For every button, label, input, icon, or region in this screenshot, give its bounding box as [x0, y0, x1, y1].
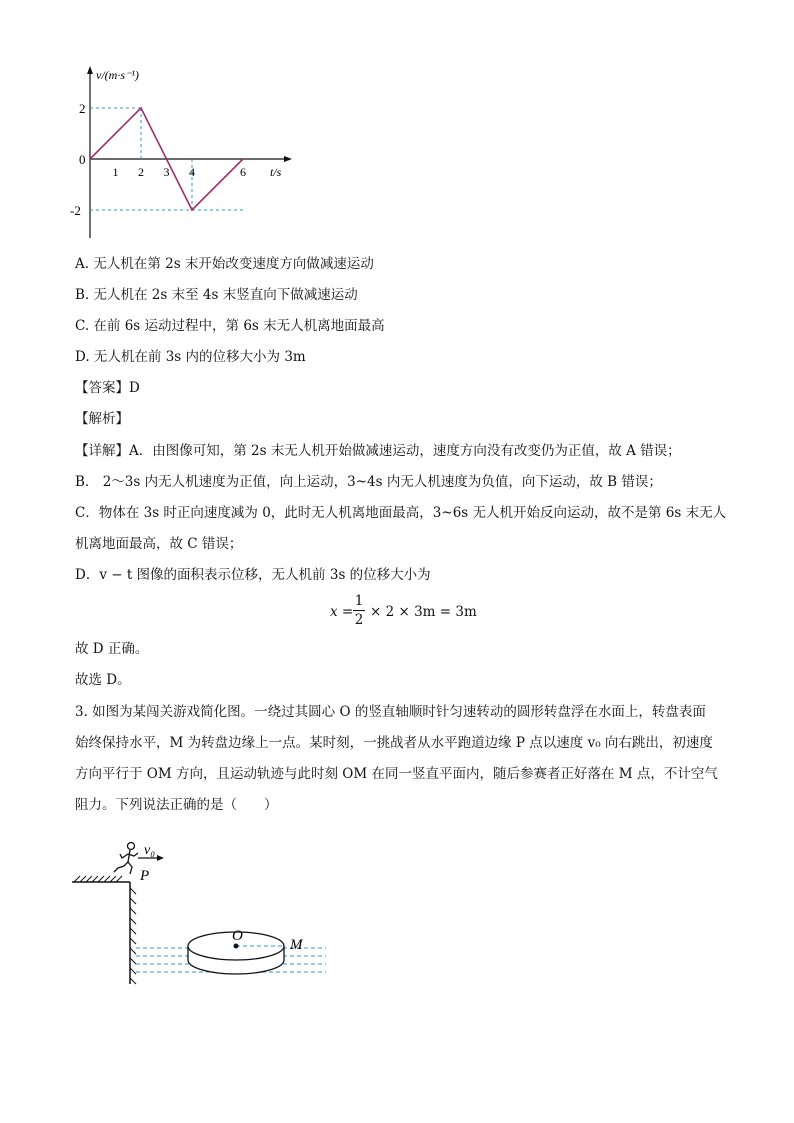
explanation-line-5: D．v − t 图像的面积表示位移，无人机前 3s 的位移大小为 — [75, 567, 431, 583]
center-point-o — [234, 944, 239, 949]
question3-line-4: 阻力。下列说法正确的是（ ） — [75, 797, 278, 813]
runner-figure — [114, 843, 138, 875]
data-point-4 — [242, 158, 244, 160]
formula-fraction — [352, 592, 366, 629]
y-tick-label-0: 0 — [79, 152, 86, 167]
formula-lhs: x = — [330, 604, 354, 620]
x-tick-label-4: 4 — [189, 165, 195, 179]
wall-hatching — [130, 888, 136, 984]
formula-numerator: 1 — [354, 593, 364, 609]
y-axis-arrow — [87, 66, 93, 74]
option-a: A. 无人机在第 2s 末开始改变速度方向做减速运动 — [75, 256, 374, 272]
explanation-line-6: 故 D 正确。 — [75, 641, 149, 657]
data-point-1 — [140, 107, 142, 109]
data-point-3 — [191, 209, 193, 211]
displacement-formula — [330, 592, 530, 636]
explanation-line-1: 【详解】A．由图像可知，第 2s 末无人机开始做减速运动，速度方向没有改变仍为正值，故 A 错误； — [75, 443, 681, 459]
x-axis-label: t/s — [270, 165, 282, 179]
explanation-line-4: 机离地面最高，故 C 错误； — [75, 536, 243, 552]
x-tick-label-6: 6 — [240, 165, 246, 179]
question3-line-2: 始终保持水平，M 为转盘边缘上一点。某时刻，一挑战者从水平跑道边缘 P 点以速度 v₀ 向右跳出，初速度 — [75, 735, 713, 751]
vt-graph — [70, 60, 300, 250]
label-v0: v₀ — [144, 843, 156, 858]
x-tick-label-3: 3 — [163, 165, 170, 179]
y-tick-label--2: -2 — [70, 203, 81, 218]
formula-rhs: × 2 × 3m = 3m — [370, 604, 477, 620]
option-c: C. 在前 6s 运动过程中，第 6s 末无人机离地面最高 — [75, 318, 385, 334]
label-o: O — [232, 928, 243, 944]
formula-denominator: 2 — [354, 612, 364, 628]
x-axis-arrow — [284, 156, 292, 162]
explanation-line-3: C．物体在 3s 时正向速度减为 0，此时无人机离地面最高，3~6s 无人机开始反向运动，故不是第 6s 末无人 — [75, 505, 727, 521]
game-diagram — [68, 836, 338, 996]
label-p: P — [140, 868, 150, 884]
y-axis-label: v/(m·s⁻¹) — [96, 68, 139, 82]
answer-label: 【答案】D — [75, 380, 140, 396]
x-tick-label-2: 2 — [138, 165, 144, 179]
option-d: D. 无人机在前 3s 内的位移大小为 3m — [75, 349, 306, 365]
explanation-line-2: B． 2～3s 内无人机速度为正值，向上运动，3~4s 内无人机速度为负值，向下运动，故 B 错误； — [75, 474, 662, 490]
question3-line-1: 3. 如图为某闯关游戏简化图。一绕过其圆心 O 的竖直轴顺时针匀速转动的圆形转盘浮在水面上，转盘表面 — [75, 704, 706, 720]
data-point-0 — [89, 158, 91, 160]
x-tick-label-1: 1 — [112, 165, 119, 179]
option-b: B. 无人机在 2s 末至 4s 末竖直向下做减速运动 — [75, 287, 358, 303]
question3-line-3: 方向平行于 OM 方向，且运动轨迹与此时刻 OM 在同一竖直平面内，随后参赛者正好落在 M 点，不计空气 — [75, 766, 718, 782]
label-m: M — [290, 937, 303, 953]
data-point-2 — [166, 158, 168, 160]
velocity-arrowhead — [157, 855, 164, 861]
platform-hatching — [74, 876, 122, 882]
y-tick-label-2: 2 — [79, 101, 86, 116]
analysis-heading: 【解析】 — [75, 411, 129, 427]
explanation-line-7: 故选 D。 — [75, 672, 131, 688]
